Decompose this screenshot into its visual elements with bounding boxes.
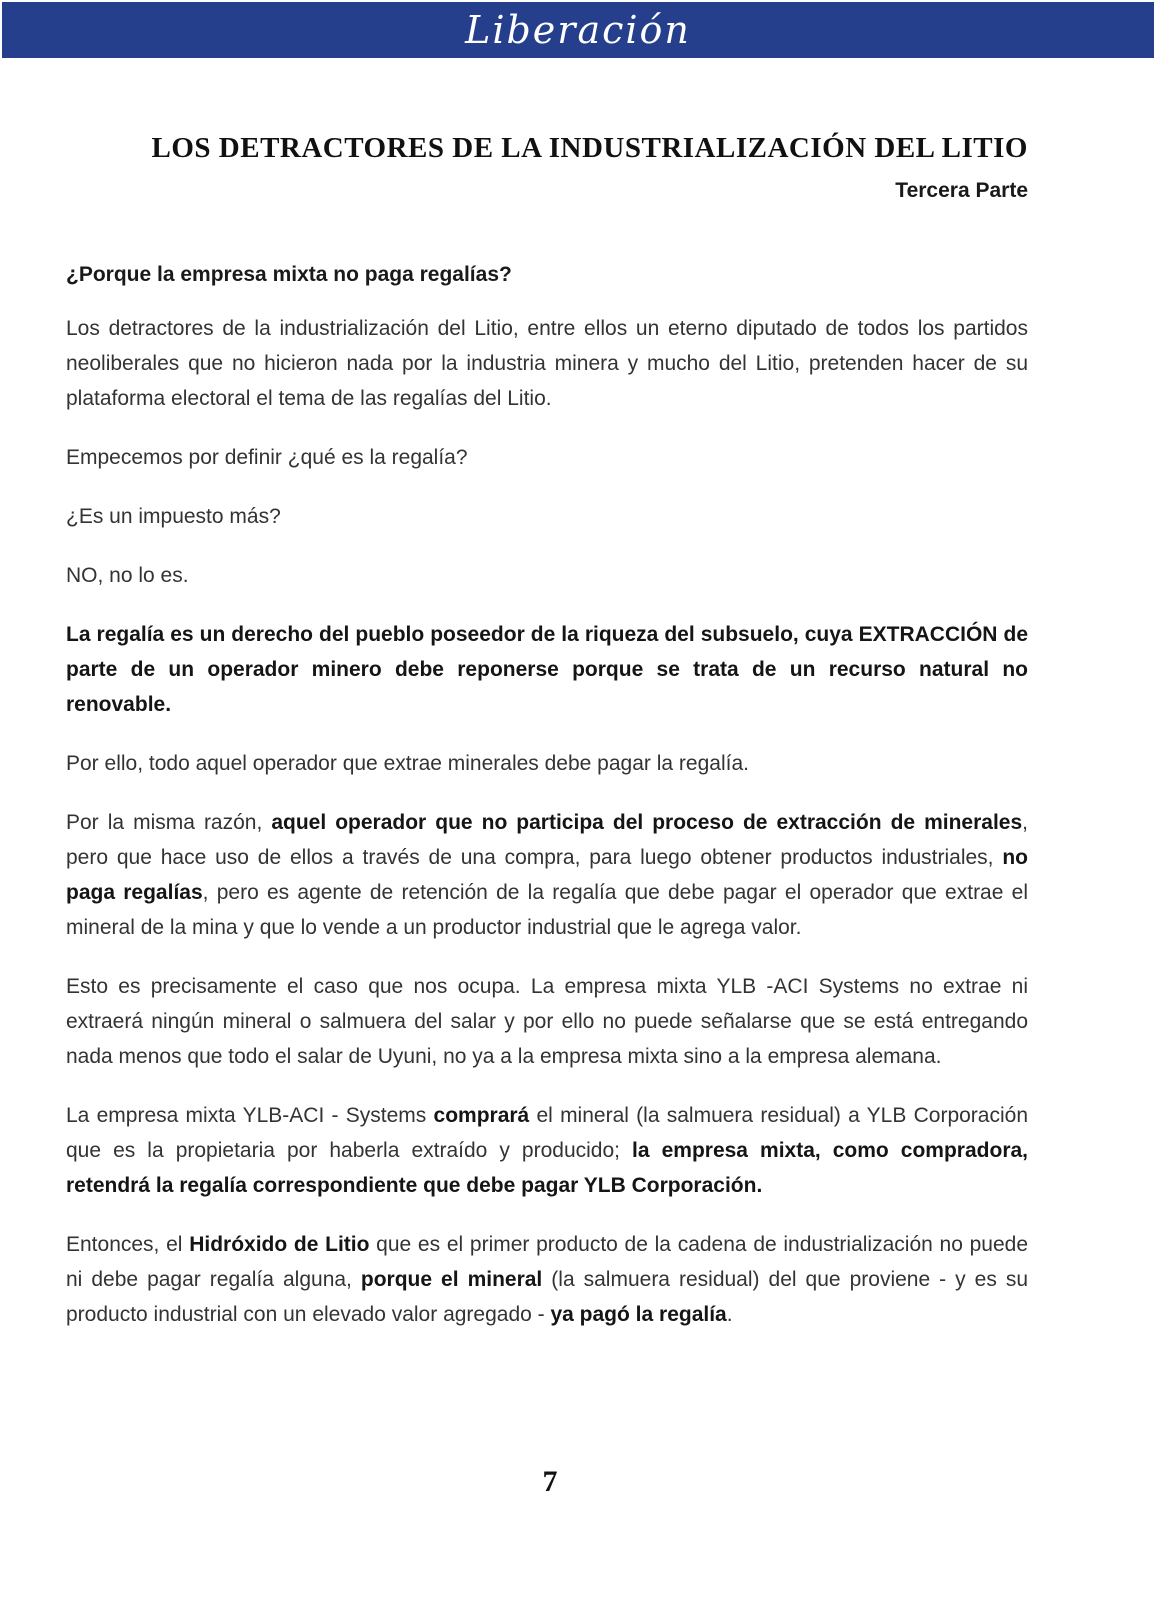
- paragraph-10-text-4: .: [726, 1303, 733, 1326]
- paragraph-9-bold-1: comprará: [433, 1104, 530, 1127]
- publication-title: Liberación: [465, 8, 691, 52]
- article-title: LOS DETRACTORES DE LA INDUSTRIALIZACIÓN DEL LITIO: [151, 132, 1028, 164]
- paragraph-7-text-3: , pero es agente de retención de la regalía que debe pagar el operador que extrae el mineral de la mina y que lo vende a un productor industrial que le agrega valor.: [66, 881, 1029, 939]
- article-subtitle: Tercera Parte: [895, 179, 1028, 202]
- paragraph-10-text-3: (la salmuera residual) del que proviene - y es su producto industrial con un elevado valor agregado -: [66, 1268, 1028, 1326]
- paragraph-2: Empecemos por definir ¿qué es la regalía?: [66, 446, 468, 469]
- paragraph-4: NO, no lo es.: [66, 564, 189, 587]
- paragraph-6: Por ello, todo aquel operador que extrae minerales debe pagar la regalía.: [66, 752, 749, 775]
- paragraph-9-bold-2: la empresa mixta, como compradora, retendrá la regalía correspondiente que debe pagar YLB Corporación.: [66, 1139, 1029, 1197]
- paragraph-7-text-2: , pero que hace uso de ellos a través de una compra, para luego obtener productos industriales,: [66, 811, 1028, 869]
- paragraph-1: Los detractores de la industrialización del Litio, entre ellos un eterno diputado de todos los partidos neoliberales que no hicieron nada por la industria minera y mucho del Litio, pretenden hacer de su plataforma electoral el tema de las regalías del Litio.: [66, 317, 1028, 410]
- paragraph-10-bold-1: Hidróxido de Litio: [189, 1233, 370, 1256]
- paragraph-10-text-1: Entonces, el: [66, 1233, 190, 1256]
- paragraph-9-text-2: el mineral (la salmuera residual) a YLB Corporación que es la propietaria por haberla extraído y producido;: [66, 1104, 1028, 1162]
- paragraph-10: [66, 1227, 1028, 1332]
- header-bar: [2, 2, 1154, 58]
- paragraph-3: ¿Es un impuesto más?: [66, 505, 281, 528]
- paragraph-7-bold-1: aquel operador que no participa del proceso de extracción de minerales: [271, 811, 1023, 834]
- section-question: ¿Porque la empresa mixta no paga regalías?: [66, 263, 512, 286]
- paragraph-10-bold-3: ya pagó la regalía: [550, 1303, 727, 1326]
- paragraph-7: [66, 805, 1028, 945]
- paragraph-8: Esto es precisamente el caso que nos ocupa. La empresa mixta YLB -ACI Systems no extrae ni extraerá ningún mineral o salmuera del salar y por ello no puede señalarse que se está entregando nada menos que todo el salar de Uyuni, no ya a la empresa mixta sino a la empresa alemana.: [66, 975, 1028, 1068]
- paragraph-10-bold-2: porque el mineral: [360, 1268, 543, 1291]
- paragraph-9-text-1: La empresa mixta YLB-ACI - Systems: [66, 1104, 434, 1127]
- paragraph-9: [66, 1098, 1028, 1203]
- paragraph-10-text-2: que es el primer producto de la cadena de industrialización no puede ni debe pagar regalía alguna,: [66, 1233, 1028, 1291]
- paragraph-7-text-1: Por la misma razón,: [66, 811, 272, 834]
- article-body: [66, 132, 1028, 1332]
- paragraph-5: [66, 617, 1028, 722]
- paragraph-5-bold: La regalía es un derecho del pueblo poseedor de la riqueza del subsuelo, cuya EXTRACCIÓN de parte de un operador minero debe reponerse porque se trata de un recurso natural no renovable.: [66, 623, 1028, 716]
- paragraph-7-bold-2: no paga regalías: [66, 846, 1028, 904]
- page-number: 7: [542, 1465, 558, 1498]
